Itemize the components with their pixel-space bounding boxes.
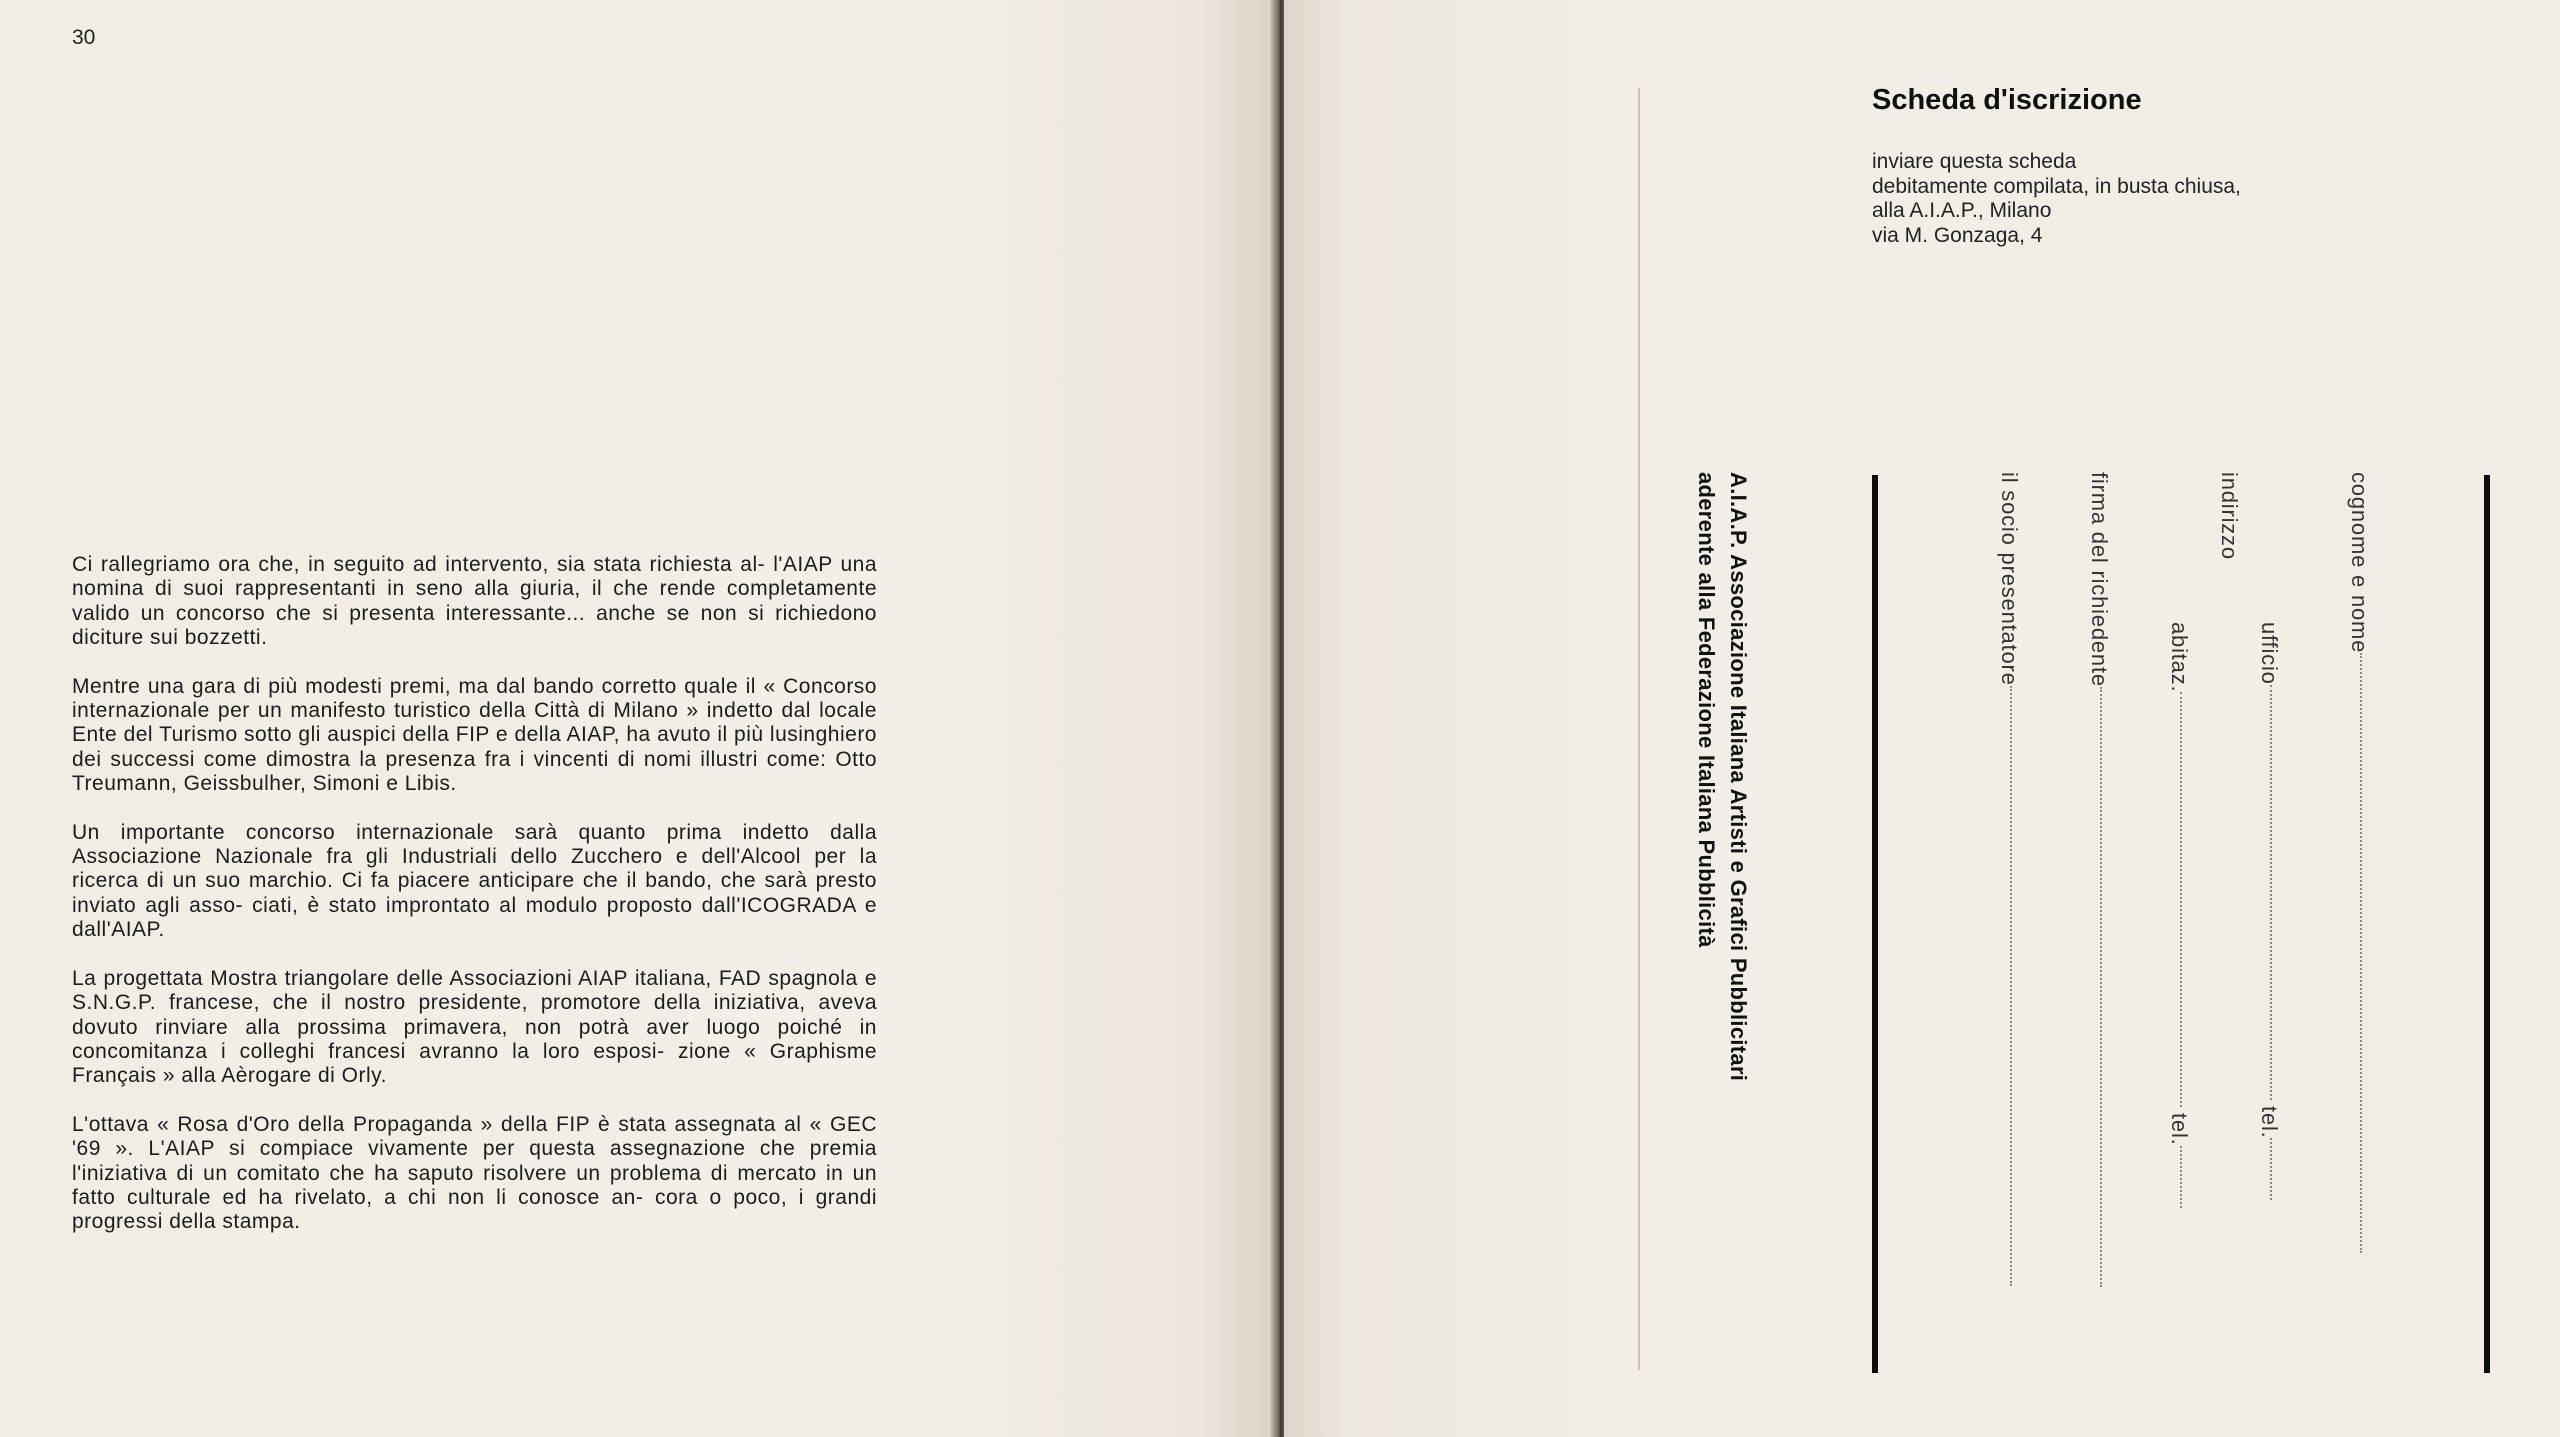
ufficio-tel-label: tel. [2257, 1105, 2282, 1139]
instruction-line-2: debitamente compilata, in busta chiusa, [1872, 174, 2241, 198]
form-rule-right [2484, 475, 2490, 1373]
field-abitaz[interactable] [2158, 472, 2192, 1372]
field-ufficio[interactable] [2248, 472, 2282, 1372]
socio-label: il socio presentatore [1997, 472, 2022, 686]
firma-label: firma del richiedente [2087, 472, 2112, 687]
ufficio-tel-line[interactable] [2270, 1138, 2278, 1200]
article-text [72, 553, 877, 1259]
form-title: Scheda d'iscrizione [1872, 84, 2142, 116]
cognome-nome-label: cognome e nome [2347, 472, 2372, 654]
abitaz-tel-line[interactable] [2180, 1146, 2188, 1208]
paragraph-2: Mentre una gara di più modesti premi, ma dal bando corretto quale il « Concorso internazionale per un manifesto turistico della Città di Milano » indetto dal locale Ente del Turismo sotto gli auspici della FIP e della AIAP, ha avuto il più lusinghiero dei successi come dimostra la presenza fra i vincenti di nomi illustri come: Otto Treumann, Geissbulher, Simoni e Libis. [72, 674, 877, 796]
ufficio-line[interactable] [2270, 685, 2278, 1100]
firma-line[interactable] [2100, 687, 2108, 1287]
abitaz-label: abitaz. [2167, 622, 2192, 693]
abitaz-line[interactable] [2180, 692, 2188, 1107]
cognome-nome-line[interactable] [2360, 653, 2368, 1253]
association-affiliation: aderente alla Federazione Italiana Pubblicità [1694, 472, 1719, 948]
paragraph-3: Un importante concorso internazionale sarà quanto prima indetto dalla Associazione Nazionale fra gli Industriali dello Zucchero e dell'Alcool per la ricerca di un suo marchio. Ci fa piacere anticipare che il bando, che sarà presto inviato agli asso- ciati, è stato improntato al modulo proposto dall'ICOGRADA e dall'AIAP. [72, 820, 877, 942]
ufficio-label: ufficio [2257, 622, 2282, 685]
paragraph-5: L'ottava « Rosa d'Oro della Propaganda » della FIP è stata assegnata al « GEC '69 ». L'AIAP si compiace vivamente per questa assegnazione che premia l'iniziativa di un comitato che ha saputo risolvere un problema di mercato in un fatto culturale ed ha rivelato, a chi non li conosce an- cora o poco, i grandi progressi della stampa. [72, 1112, 877, 1234]
field-indirizzo[interactable] [2208, 472, 2242, 1372]
field-cognome-nome[interactable] [2338, 472, 2372, 1372]
page-number: 30 [72, 26, 96, 49]
abitaz-tel-label: tel. [2167, 1113, 2192, 1146]
socio-line[interactable] [2010, 686, 2018, 1286]
instruction-line-4: via M. Gonzaga, 4 [1872, 223, 2043, 247]
association-name: A.I.A.P. Associazione Italiana Artisti e Grafici Pubblicitari [1726, 472, 1751, 1082]
paragraph-1: Ci rallegriamo ora che, in seguito ad intervento, sia stata richiesta al- l'AIAP una nomina di suoi rappresentanti in seno alla giuria, il che rende completamente valido un concorso che si presenta interessante... anche se non si richiedono diciture sui bozzetti. [72, 553, 877, 650]
instruction-line-3: alla A.I.A.P., Milano [1872, 199, 2052, 222]
association-block [1682, 472, 1754, 1092]
instruction-line-1: inviare questa scheda [1872, 150, 2077, 173]
field-socio[interactable] [1988, 472, 2022, 1372]
form-instructions [1872, 150, 2332, 248]
indirizzo-label: indirizzo [2217, 472, 2242, 560]
field-firma[interactable] [2078, 472, 2112, 1372]
left-page [0, 0, 1276, 1437]
cut-line [1638, 88, 1640, 1370]
form-rule-left [1872, 475, 1878, 1373]
paragraph-4: La progettata Mostra triangolare delle Associazioni AIAP italiana, FAD spagnola e S.N.G.P. francese, che il nostro presidente, promotore della iniziativa, aveva dovuto rinviare alla prossima primavera, non potrà aver luogo poiché in concomitanza i colleghi francesi avranno la loro esposi- zione « Graphisme Français » alla Aèrogare di Orly. [72, 966, 877, 1088]
